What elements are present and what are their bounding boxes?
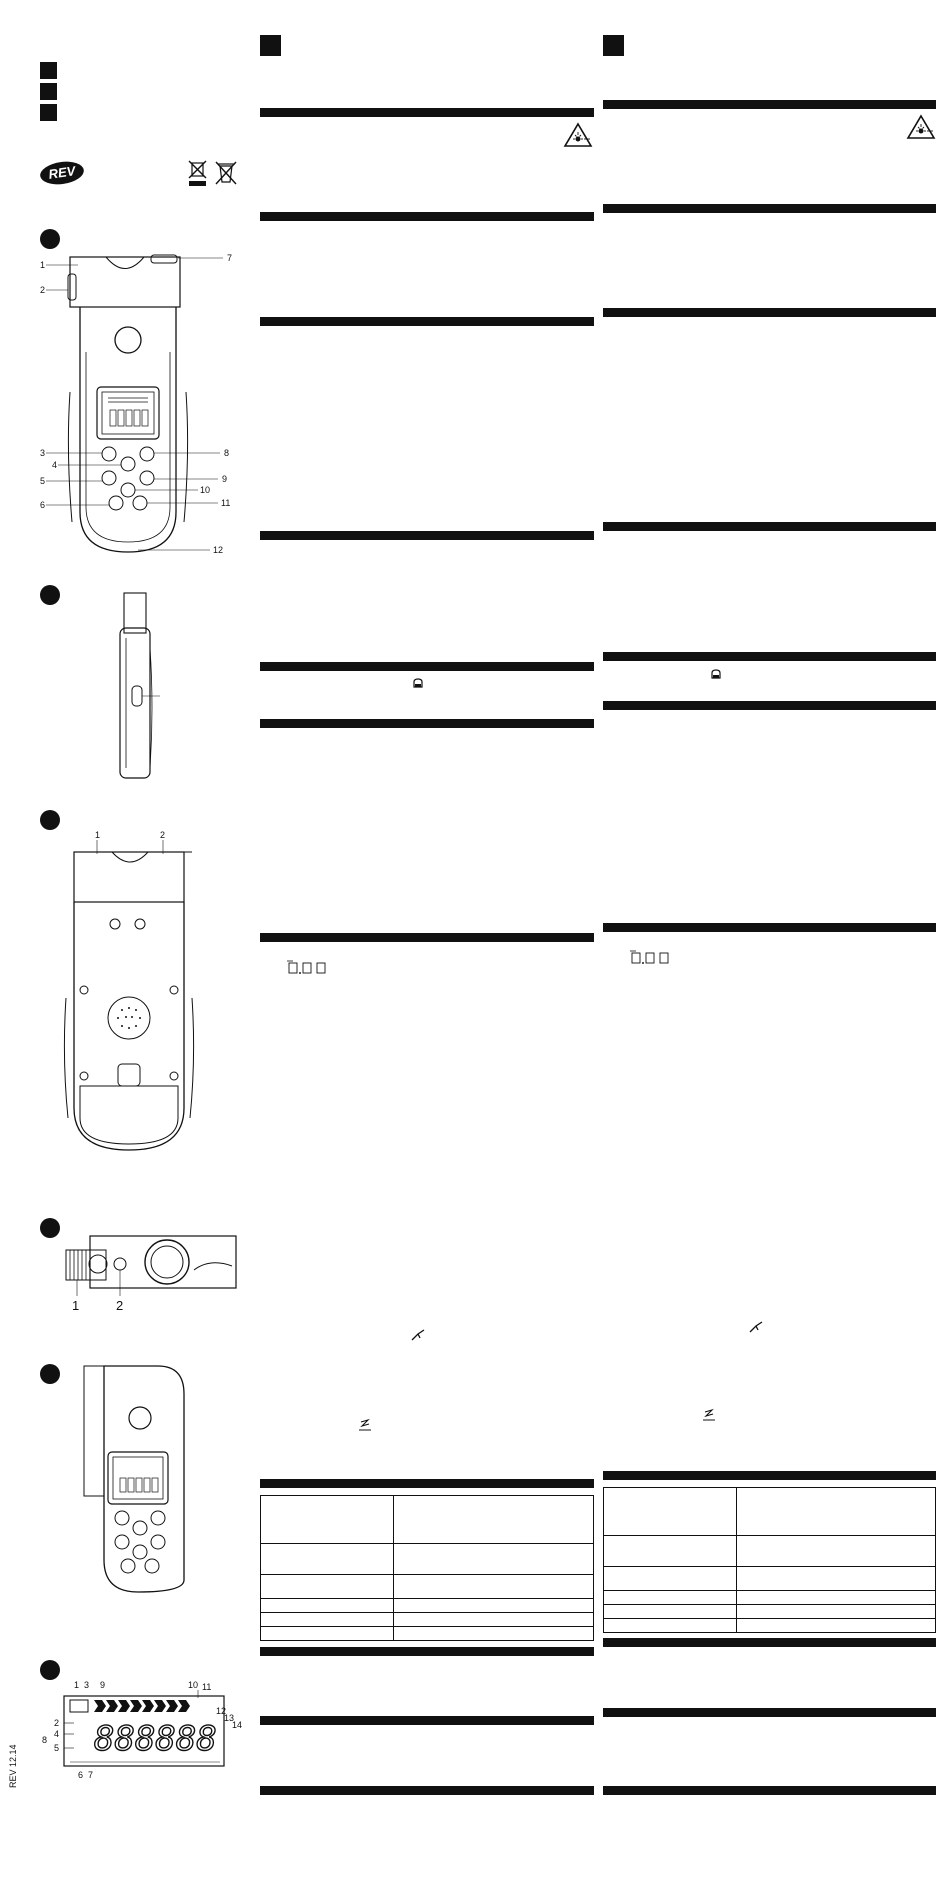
- fig1-callout-9: 9: [222, 474, 228, 484]
- laser-warning-icon: [563, 122, 593, 148]
- spec-cell: [737, 1536, 936, 1566]
- spec-cell: [394, 1574, 594, 1598]
- column-2-section-rule-4: [603, 522, 936, 531]
- battery-icon-2: [710, 668, 722, 680]
- figure-4-badge: [40, 1218, 60, 1238]
- spec-cell: [737, 1488, 936, 1536]
- column-1-language-marker: [260, 35, 281, 56]
- column-1-section-rule-4: [260, 531, 594, 540]
- fig6-callout-8: 8: [42, 1735, 48, 1745]
- column-2-section-rule-8: [603, 1471, 936, 1480]
- spec-cell: [737, 1618, 936, 1632]
- spec-cell: [394, 1544, 594, 1574]
- spec-cell: [737, 1604, 936, 1618]
- fig6-callout-2: 2: [54, 1718, 60, 1728]
- fig6-callout-12: 12: [216, 1706, 227, 1716]
- column-1-section-rule-1: [260, 108, 594, 117]
- spec-cell: [261, 1544, 394, 1574]
- fig6-callout-4: 4: [54, 1729, 60, 1739]
- spec-cell: [394, 1496, 594, 1544]
- fig6-callout-11: 11: [202, 1682, 212, 1692]
- spec-cell: [604, 1590, 737, 1604]
- column-2-spec-table: [603, 1487, 936, 1633]
- fig6-callout-14: 14: [232, 1720, 243, 1730]
- fig1-callout-11: 11: [221, 498, 231, 508]
- figure-4-top-view: [60, 1230, 245, 1330]
- fig6-callout-3: 3: [84, 1680, 90, 1690]
- fig6-callout-1: 1: [74, 1680, 80, 1690]
- spec-cell: [261, 1612, 394, 1626]
- fig6-callout-5: 5: [54, 1743, 60, 1753]
- spec-cell: [604, 1604, 737, 1618]
- language-marker-3: [40, 104, 57, 121]
- wood-stud-symbol: [410, 1328, 426, 1342]
- figure-5-angled-view: [78, 1360, 198, 1595]
- mode-symbols-icon: [287, 957, 331, 977]
- language-marker-2: [40, 83, 57, 100]
- weee-bin-icon: [214, 160, 238, 188]
- spec-cell: [604, 1536, 737, 1566]
- battery-disposal-icon: [186, 160, 210, 188]
- fig1-callout-7: 7: [227, 253, 233, 263]
- lcd-digits: 888888: [94, 1719, 217, 1759]
- language-marker-1: [40, 62, 57, 79]
- figure-2-side-view: [112, 588, 172, 788]
- wood-stud-symbol-2: [748, 1320, 764, 1334]
- column-1-section-rule-2: [260, 212, 594, 221]
- column-2-section-rule-5: [603, 652, 936, 661]
- column-2-language-marker: [603, 35, 624, 56]
- spec-cell: [737, 1566, 936, 1590]
- spec-cell: [604, 1618, 737, 1632]
- column-2-section-rule-7: [603, 923, 936, 932]
- figure-3-badge: [40, 810, 60, 830]
- spec-cell: [261, 1574, 394, 1598]
- column-1-section-rule-8: [260, 1479, 594, 1488]
- fig4-callout-2: 2: [116, 1298, 124, 1313]
- spec-cell: [604, 1566, 737, 1590]
- spec-cell: [604, 1488, 737, 1536]
- spec-cell: [261, 1598, 394, 1612]
- fig1-callout-1: 1: [40, 260, 46, 270]
- column-1-spec-table: [260, 1495, 594, 1641]
- column-2-section-rule-6: [603, 701, 936, 710]
- column-2-section-rule-2: [603, 204, 936, 213]
- figure-3-back-view: [60, 828, 210, 1158]
- column-1-section-rule-9: [260, 1647, 594, 1656]
- fig6-callout-13: 13: [224, 1713, 235, 1723]
- figure-6-badge: [40, 1660, 60, 1680]
- spec-cell: [394, 1626, 594, 1640]
- mode-symbols-icon-2: [630, 947, 674, 967]
- fig1-callout-12: 12: [213, 545, 224, 555]
- revision-code: REV 12.14: [8, 1744, 18, 1788]
- fig1-callout-5: 5: [40, 476, 46, 486]
- figure-1-front-view: [38, 252, 238, 557]
- column-1-section-rule-7: [260, 933, 594, 942]
- fig6-callout-9: 9: [100, 1680, 106, 1690]
- ac-live-symbol-2: [701, 1408, 717, 1422]
- figure-6-lcd-display: [40, 1680, 245, 1780]
- figure-2-badge: [40, 585, 60, 605]
- column-1-section-rule-5: [260, 662, 594, 671]
- column-1-section-rule-6: [260, 719, 594, 728]
- fig1-callout-3: 3: [40, 448, 46, 458]
- fig1-callout-2: 2: [40, 285, 46, 295]
- fig1-callout-6: 6: [40, 500, 46, 510]
- laser-warning-icon-2: [906, 114, 936, 140]
- fig6-callout-6: 6: [78, 1770, 84, 1780]
- spec-cell: [261, 1626, 394, 1640]
- fig3-callout-2: 2: [160, 830, 166, 840]
- spec-cell: [394, 1612, 594, 1626]
- fig1-callout-8: 8: [224, 448, 230, 458]
- fig6-callout-7: 7: [88, 1770, 94, 1780]
- spec-cell: [737, 1590, 936, 1604]
- ac-live-symbol: [357, 1418, 373, 1432]
- column-2-section-rule-1: [603, 100, 936, 109]
- fig4-callout-1: 1: [72, 1298, 80, 1313]
- fig6-callout-10: 10: [188, 1680, 199, 1690]
- column-1-section-rule-10: [260, 1716, 594, 1725]
- spec-cell: [394, 1598, 594, 1612]
- column-2-section-rule-9: [603, 1638, 936, 1647]
- fig1-callout-10: 10: [200, 485, 211, 495]
- brand-logo: REV: [39, 159, 86, 187]
- column-1-section-rule-3: [260, 317, 594, 326]
- spec-cell: [261, 1496, 394, 1544]
- figure-1-badge: [40, 229, 60, 249]
- fig1-callout-4: 4: [52, 460, 58, 470]
- fig3-callout-1: 1: [95, 830, 101, 840]
- column-1-section-rule-11: [260, 1786, 594, 1795]
- column-2-section-rule-10: [603, 1708, 936, 1717]
- column-2-section-rule-3: [603, 308, 936, 317]
- figure-5-badge: [40, 1364, 60, 1384]
- battery-icon: [412, 677, 424, 689]
- column-2-section-rule-11: [603, 1786, 936, 1795]
